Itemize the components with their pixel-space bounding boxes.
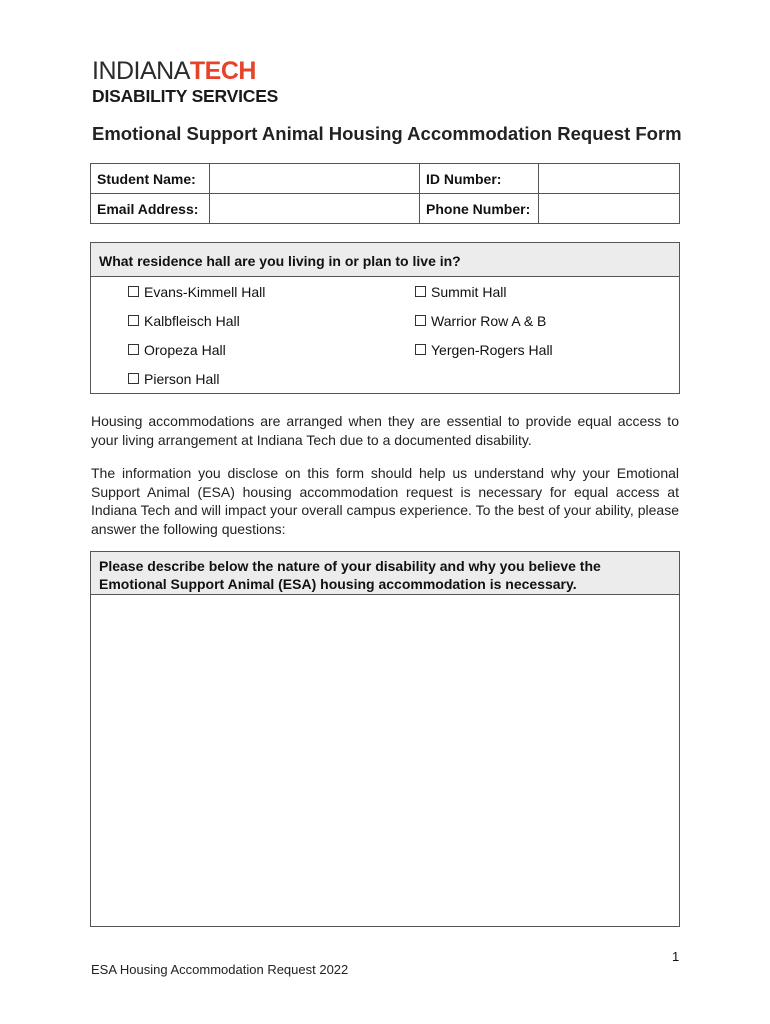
footer-document-name: ESA Housing Accommodation Request 2022 xyxy=(91,962,349,977)
info-row-1 xyxy=(91,164,680,194)
option-oropeza[interactable] xyxy=(128,342,226,358)
residence-hall-section xyxy=(90,242,680,394)
checkbox-icon[interactable] xyxy=(415,315,426,326)
logo-department: DISABILITY SERVICES xyxy=(92,86,279,106)
option-evans-kimmell[interactable] xyxy=(128,284,265,300)
student-name-field[interactable] xyxy=(210,164,420,194)
option-kalbfleisch[interactable] xyxy=(128,313,240,329)
option-yergen-rogers[interactable] xyxy=(415,342,553,358)
option-label: Warrior Row A & B xyxy=(431,313,547,329)
option-pierson[interactable] xyxy=(128,371,219,387)
disability-description-section xyxy=(90,551,680,927)
option-warrior-row[interactable] xyxy=(415,313,546,329)
indiana-tech-logo xyxy=(92,59,278,107)
option-label: Yergen-Rogers Hall xyxy=(431,342,553,358)
checkbox-icon[interactable] xyxy=(415,286,426,297)
email-field[interactable] xyxy=(210,194,420,224)
checkbox-icon[interactable] xyxy=(128,373,139,384)
student-name-label: Student Name: xyxy=(91,164,210,194)
checkbox-icon[interactable] xyxy=(128,286,139,297)
option-label: Pierson Hall xyxy=(144,371,220,387)
residence-question: What residence hall are you living in or plan to live in? xyxy=(91,243,679,277)
intro-paragraph-1: Housing accommodations are arranged when they are essential to provide equal access to your living arrangement at Indiana Tech due to a documented disability. xyxy=(91,413,679,448)
email-label: Email Address: xyxy=(91,194,210,224)
option-label: Kalbfleisch Hall xyxy=(144,313,240,329)
checkbox-icon[interactable] xyxy=(415,344,426,355)
phone-field[interactable] xyxy=(539,194,680,224)
page-number: 1 xyxy=(672,949,680,964)
option-summit[interactable] xyxy=(415,284,506,300)
phone-label: Phone Number: xyxy=(420,194,539,224)
intro-paragraph-2: The information you disclose on this form should help us understand why your Emotional Support Animal (ESA) housing accommodation request is necessary for equal access at Indiana Tech and will impact your overall campus experience. To the best of your ability, please answer the following questions: xyxy=(91,465,679,537)
option-label: Summit Hall xyxy=(431,284,507,300)
option-label: Oropeza Hall xyxy=(144,342,226,358)
checkbox-icon[interactable] xyxy=(128,344,139,355)
description-prompt: Please describe below the nature of your disability and why you believe the Emotional Support Animal (ESA) housing accommodation is necessary. xyxy=(91,552,679,595)
description-response-area[interactable] xyxy=(91,596,679,926)
id-number-field[interactable] xyxy=(539,164,680,194)
logo-tech-text: TECH xyxy=(189,57,256,85)
logo-indiana-text: INDIANA xyxy=(92,57,190,85)
checkbox-icon[interactable] xyxy=(128,315,139,326)
student-info-table xyxy=(90,163,680,224)
id-number-label: ID Number: xyxy=(420,164,539,194)
info-row-2 xyxy=(91,194,680,224)
logo-wordmark xyxy=(92,59,278,84)
form-title: Emotional Support Animal Housing Accommodation Request Form xyxy=(92,123,682,144)
option-label: Evans-Kimmell Hall xyxy=(144,284,266,300)
